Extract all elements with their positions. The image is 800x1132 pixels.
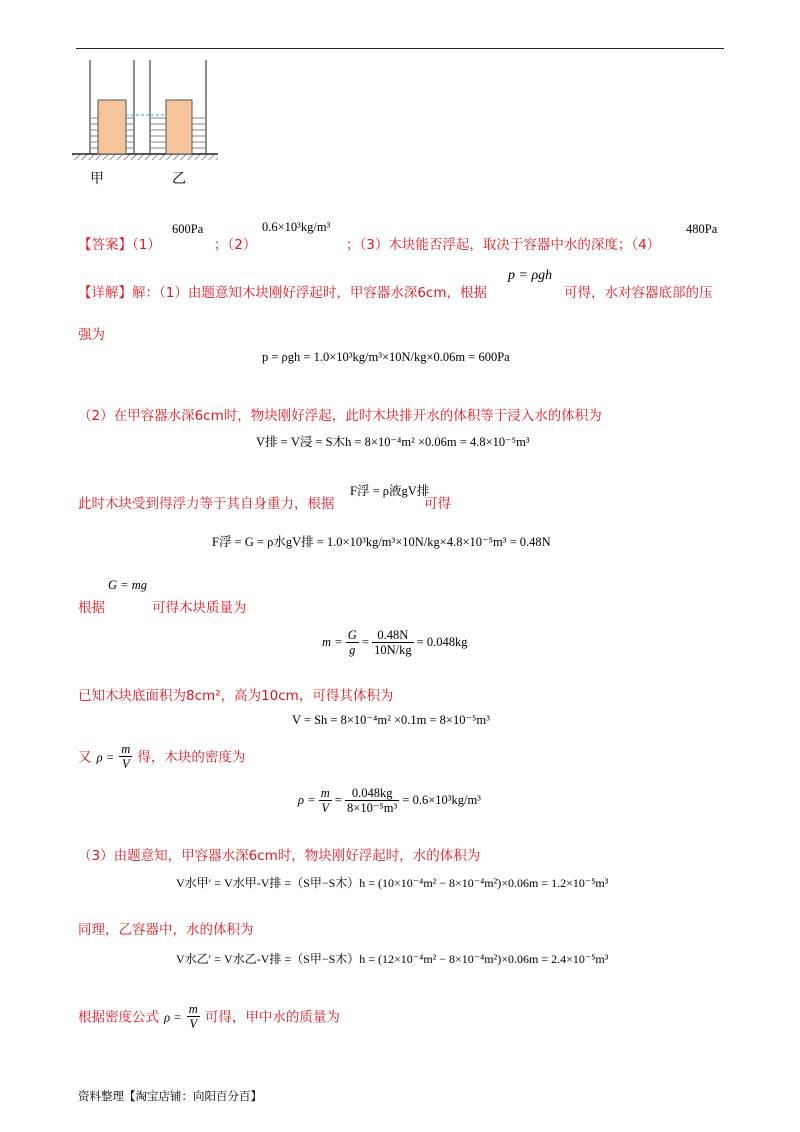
detail-text-4a: 根据 [78,600,105,616]
equation-volume: V = Sh = 8×10⁻⁴m² ×0.1m = 8×10⁻⁵m³ [292,713,490,727]
detail-line-1 [78,281,487,301]
eq6-num1: m [320,786,330,800]
eq4-den2: 10N/kg [374,643,412,658]
eq6-den2: 8×10⁻⁵m³ [347,801,398,816]
line6-den: V [121,757,130,772]
label-jia: 甲 [90,171,104,187]
detail-text-5: 已知木块底面积为8cm²，高为10cm，可得其体积为 [78,688,394,704]
detail-text-8: 同理，乙容器中，水的体积为 [78,922,254,938]
formula-buoyancy: F浮 = ρ液gV排 [350,484,430,498]
eq4-den1: g [349,643,356,658]
equation-density [298,786,481,816]
equation-volume-displaced: V排 = V浸 = S木h = 8×10⁻⁴m² ×0.06m = 4.8×10⁻⁵m³ [256,435,530,449]
header-rule [76,48,724,49]
eq4-num2: 0.48N [372,628,414,643]
line9-num: m [188,1002,198,1016]
eq4-lhs: m = [322,634,343,649]
formula-g-mg: G = mg [108,578,147,592]
detail-text-6a: 又 [78,749,92,766]
answer-line [78,233,161,253]
detail-text-2: 强为 [78,327,105,343]
answer-value-1: 600Pa [172,222,204,236]
eq4-mid: = [361,634,369,649]
part2-text: （2）在甲容器水深6cm时，物块刚好浮起，此时木块排开水的体积等于浸入水的体积为 [78,408,602,424]
eq6-num2: 0.048kg [345,786,399,801]
detail-text-4b: 可得木块质量为 [152,600,247,616]
line9-den: V [189,1017,198,1032]
answer-value-2: 0.6×10³kg/m³ [262,220,331,234]
detail-text-1b: 可得，水对容器底部的压 [564,285,713,301]
detail-text-6b: 得，木块的密度为 [137,749,246,766]
formula-p-rho-g-h: p = ρgh [508,268,553,283]
eq6-lhs: ρ = [298,792,316,807]
detail-line-6 [78,742,245,772]
answer-part1-label: （1） [132,237,161,253]
answer-sep-2: ；（3）木块能否浮起，取决于容器中水的深度；（4） [346,237,661,253]
part3-text: （3）由题意知，甲容器水深6cm时，物块刚好浮起时，水的体积为 [78,848,481,864]
detail-text-9b: 可得，甲中水的质量为 [204,1009,340,1026]
equation-pressure: p = ρgh = 1.0×10³kg/m³×10N/kg×0.06m = 600Pa [262,350,510,364]
containers-figure [70,58,220,163]
line9-rho: ρ = [164,1010,182,1025]
equation-buoyancy: F浮 = G = ρ水gV排 = 1.0×10³kg/m³×10N/kg×4.8×10⁻⁵m³ = 0.48N [212,535,551,549]
line6-num: m [121,742,131,756]
detail-text-3a: 此时木块受到得浮力等于其自身重力，根据 [78,496,335,512]
line6-rho: ρ = [96,750,115,765]
footer-text: 资料整理【淘宝店铺：向阳百分百】 [78,1089,262,1103]
label-yi: 乙 [172,171,186,187]
ground-hatch [72,154,218,160]
answer-prefix: 【答案】 [78,237,132,253]
equation-mass [322,628,468,658]
detail-line-9 [78,1002,340,1032]
equation-water-yi: V水乙′ = V水乙-V排 =（S甲−S木）h = (12×10⁻⁴m² − 8×10⁻⁴m²)×0.06m = 2.4×10⁻⁵m³ [176,952,609,966]
eq4-num1: G [347,628,357,642]
block-yi [166,100,192,154]
eq6-mid: = [334,792,342,807]
eq4-rhs: = 0.048kg [416,634,468,649]
equation-water-jia: V水甲′ = V水甲-V排 =（S甲−S木）h = (10×10⁻⁴m² − 8×10⁻⁴m²)×0.06m = 1.2×10⁻⁵m³ [176,876,609,890]
detail-prefix: 【详解】 [78,285,132,301]
eq6-den1: V [321,801,330,816]
answer-value-4: 480Pa [686,222,718,236]
block-jia [98,100,126,154]
eq6-rhs: = 0.6×10³kg/m³ [402,792,481,807]
detail-text-1a: 解：（1）由题意知木块刚好浮起时，甲容器水深6cm，根据 [132,285,488,301]
detail-text-9a: 根据密度公式 [78,1009,159,1026]
answer-sep-1: ；（2） [214,237,257,253]
detail-text-3b: 可得 [424,496,451,512]
